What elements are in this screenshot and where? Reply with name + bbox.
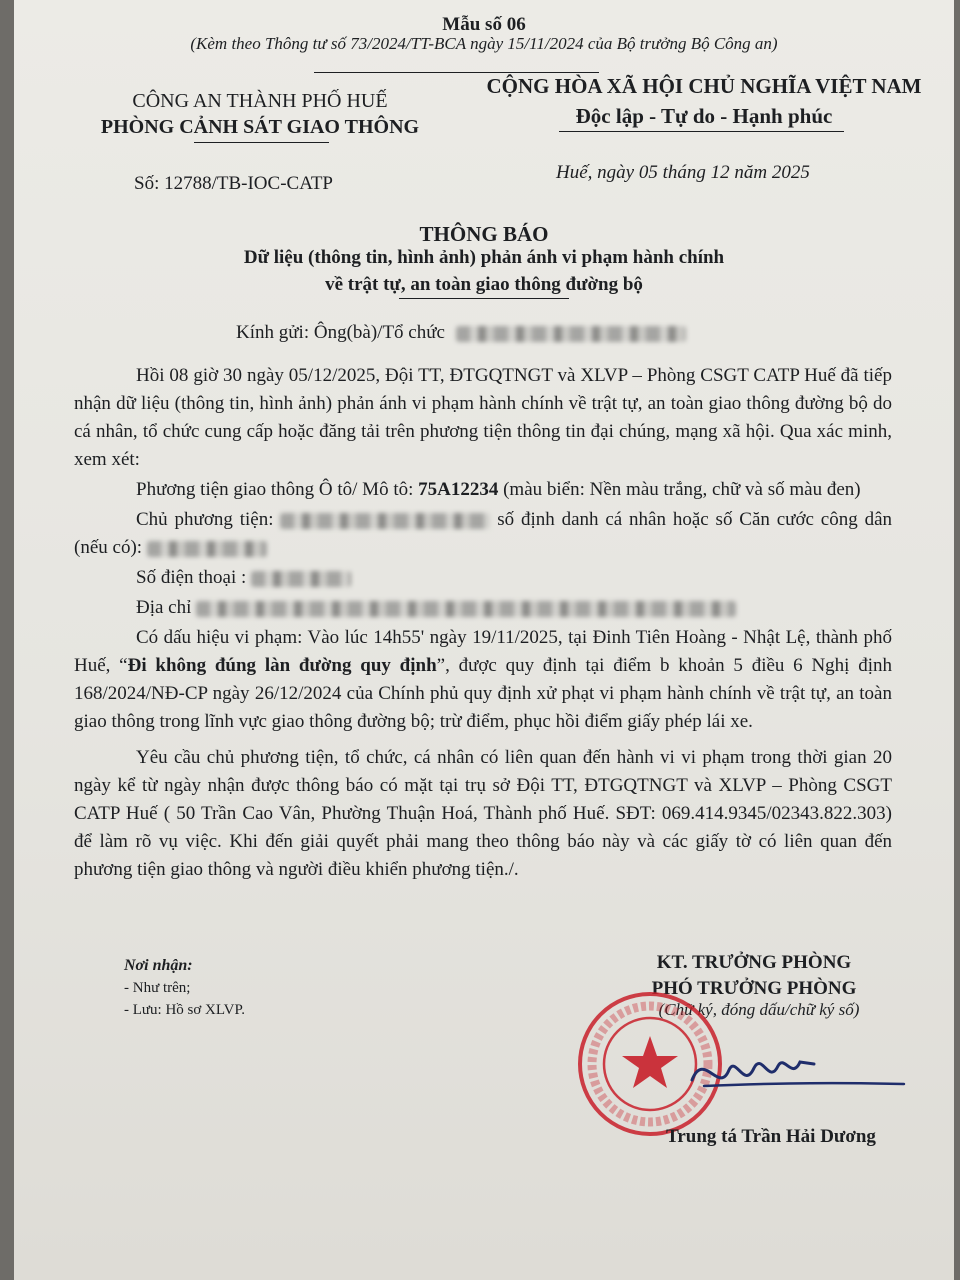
vehicle-label: Phương tiện giao thông Ô tô/ Mô tô: (136, 479, 414, 500)
agency-parent: CÔNG AN THÀNH PHỐ HUẾ (132, 90, 388, 112)
signature-title-1: KT. TRƯỞNG PHÒNG (656, 952, 852, 973)
document-body (74, 362, 892, 886)
document-number: Số: 12788/TB-IOC-CATP (134, 173, 333, 194)
signer-name: Trung tá Trần Hải Dương (666, 1126, 876, 1147)
address-paragraph (74, 594, 892, 622)
recipients (124, 955, 245, 1021)
violation-paragraph (74, 624, 892, 736)
plate-number: 75A12234 (418, 479, 499, 500)
phone-label: Số điện thoại : (136, 567, 247, 588)
document-title: THÔNG BÁO (419, 222, 549, 246)
signature-title-2: PHÓ TRƯỞNG PHÒNG (651, 978, 857, 999)
form-number: Mẫu số 06 (442, 14, 526, 35)
national-motto: Độc lập - Tự do - Hạnh phúc (575, 104, 833, 128)
recipients-heading: Nơi nhận: (124, 957, 193, 974)
plate-color: (màu biển: Nền màu trắng, chữ và số màu đen) (503, 479, 861, 500)
form-reference: (Kèm theo Thông tư số 73/2024/TT-BCA ngày 15/11/2024 của Bộ trưởng Bộ Công an) (190, 34, 778, 53)
violation-legal-basis: ”, được quy định tại điểm b khoản 5 điều 6 Nghị định 168/2024/NĐ-CP ngày 26/12/2024 của Chính phủ quy định xử phạt vi phạm hành chính về trật tự, an toàn giao thông trong lĩnh vực giao thông đường bộ; trừ điểm, phục hồi điểm giấy phép lái xe. (74, 655, 892, 732)
address-label: Địa chỉ (136, 597, 192, 618)
document-page (14, 0, 954, 1280)
owner-paragraph (74, 506, 892, 562)
greeting-label: Kính gửi: Ông(bà)/Tổ chức (236, 322, 445, 343)
handwritten-signature (674, 1040, 914, 1110)
redacted-recipient (456, 326, 686, 342)
owner-tail: số định danh cá nhân hoặc số Căn cước công dân (nếu có): (74, 509, 893, 558)
redacted-address (196, 601, 736, 617)
divider (559, 131, 844, 132)
subtitle-line-1: Dữ liệu (thông tin, hình ảnh) phản ánh vi phạm hành chính (243, 247, 725, 268)
document-subtitle (14, 244, 954, 298)
national-title: CỘNG HÒA XÃ HỘI CHỦ NGHĨA VIỆT NAM (486, 74, 922, 98)
date-line: Huế, ngày 05 tháng 12 năm 2025 (556, 162, 810, 183)
divider (194, 142, 329, 143)
recipient-item: - Lưu: Hồ sơ XLVP. (124, 1002, 245, 1018)
greeting (236, 322, 686, 344)
vehicle-paragraph (74, 476, 892, 504)
divider (314, 72, 599, 73)
subtitle-line-2: về trật tự, an toàn giao thông đường bộ (325, 274, 643, 295)
signature-note: (Chữ ký, đóng dấu/chữ ký số) (658, 1000, 860, 1019)
redacted-id (147, 541, 267, 557)
violation-behavior: Đi không đúng làn đường quy định (127, 655, 437, 676)
redacted-owner (280, 513, 490, 529)
recipient-item: - Như trên; (124, 980, 191, 996)
divider (399, 298, 569, 299)
intro-paragraph: Hồi 08 giờ 30 ngày 05/12/2025, Đội TT, ĐTGQTNGT và XLVP – Phòng CSGT CATP Huế đã tiếp nhận dữ liệu (thông tin, hình ảnh) phản ánh vi phạm hành chính về trật tự, an toàn giao thông đường bộ do cá nhân, tổ chức cung cấp hoặc đăng tải trên phương tiện thông tin đại chúng, mạng xã hội. Qua xác minh, xem xét: (74, 365, 892, 470)
owner-label: Chủ phương tiện: (136, 509, 274, 530)
redacted-phone (251, 571, 351, 587)
agency-name: PHÒNG CẢNH SÁT GIAO THÔNG (100, 116, 420, 138)
phone-paragraph (74, 564, 892, 592)
violation-intro: Có dấu hiệu vi phạm: Vào lúc 14h55' ngày 19/11/2025, tại Đinh Tiên Hoàng - Nhật Lệ, thành phố Huế, “ (74, 627, 892, 676)
request-paragraph: Yêu cầu chủ phương tiện, tổ chức, cá nhân có liên quan đến hành vi vi phạm trong thời gian 20 ngày kể từ ngày nhận được thông báo có mặt tại trụ sở Đội TT, ĐTGQTNGT và XLVP – Phòng CSGT CATP Huế ( 50 Trần Cao Vân, Phường Thuận Hoá, Thành phố Huế. SĐT: 069.414.9345/02343.822.303) để làm rõ vụ việc. Khi đến giải quyết phải mang theo thông báo này và các giấy tờ có liên quan đến phương tiện giao thông và người điều khiển phương tiện./. (74, 747, 892, 880)
